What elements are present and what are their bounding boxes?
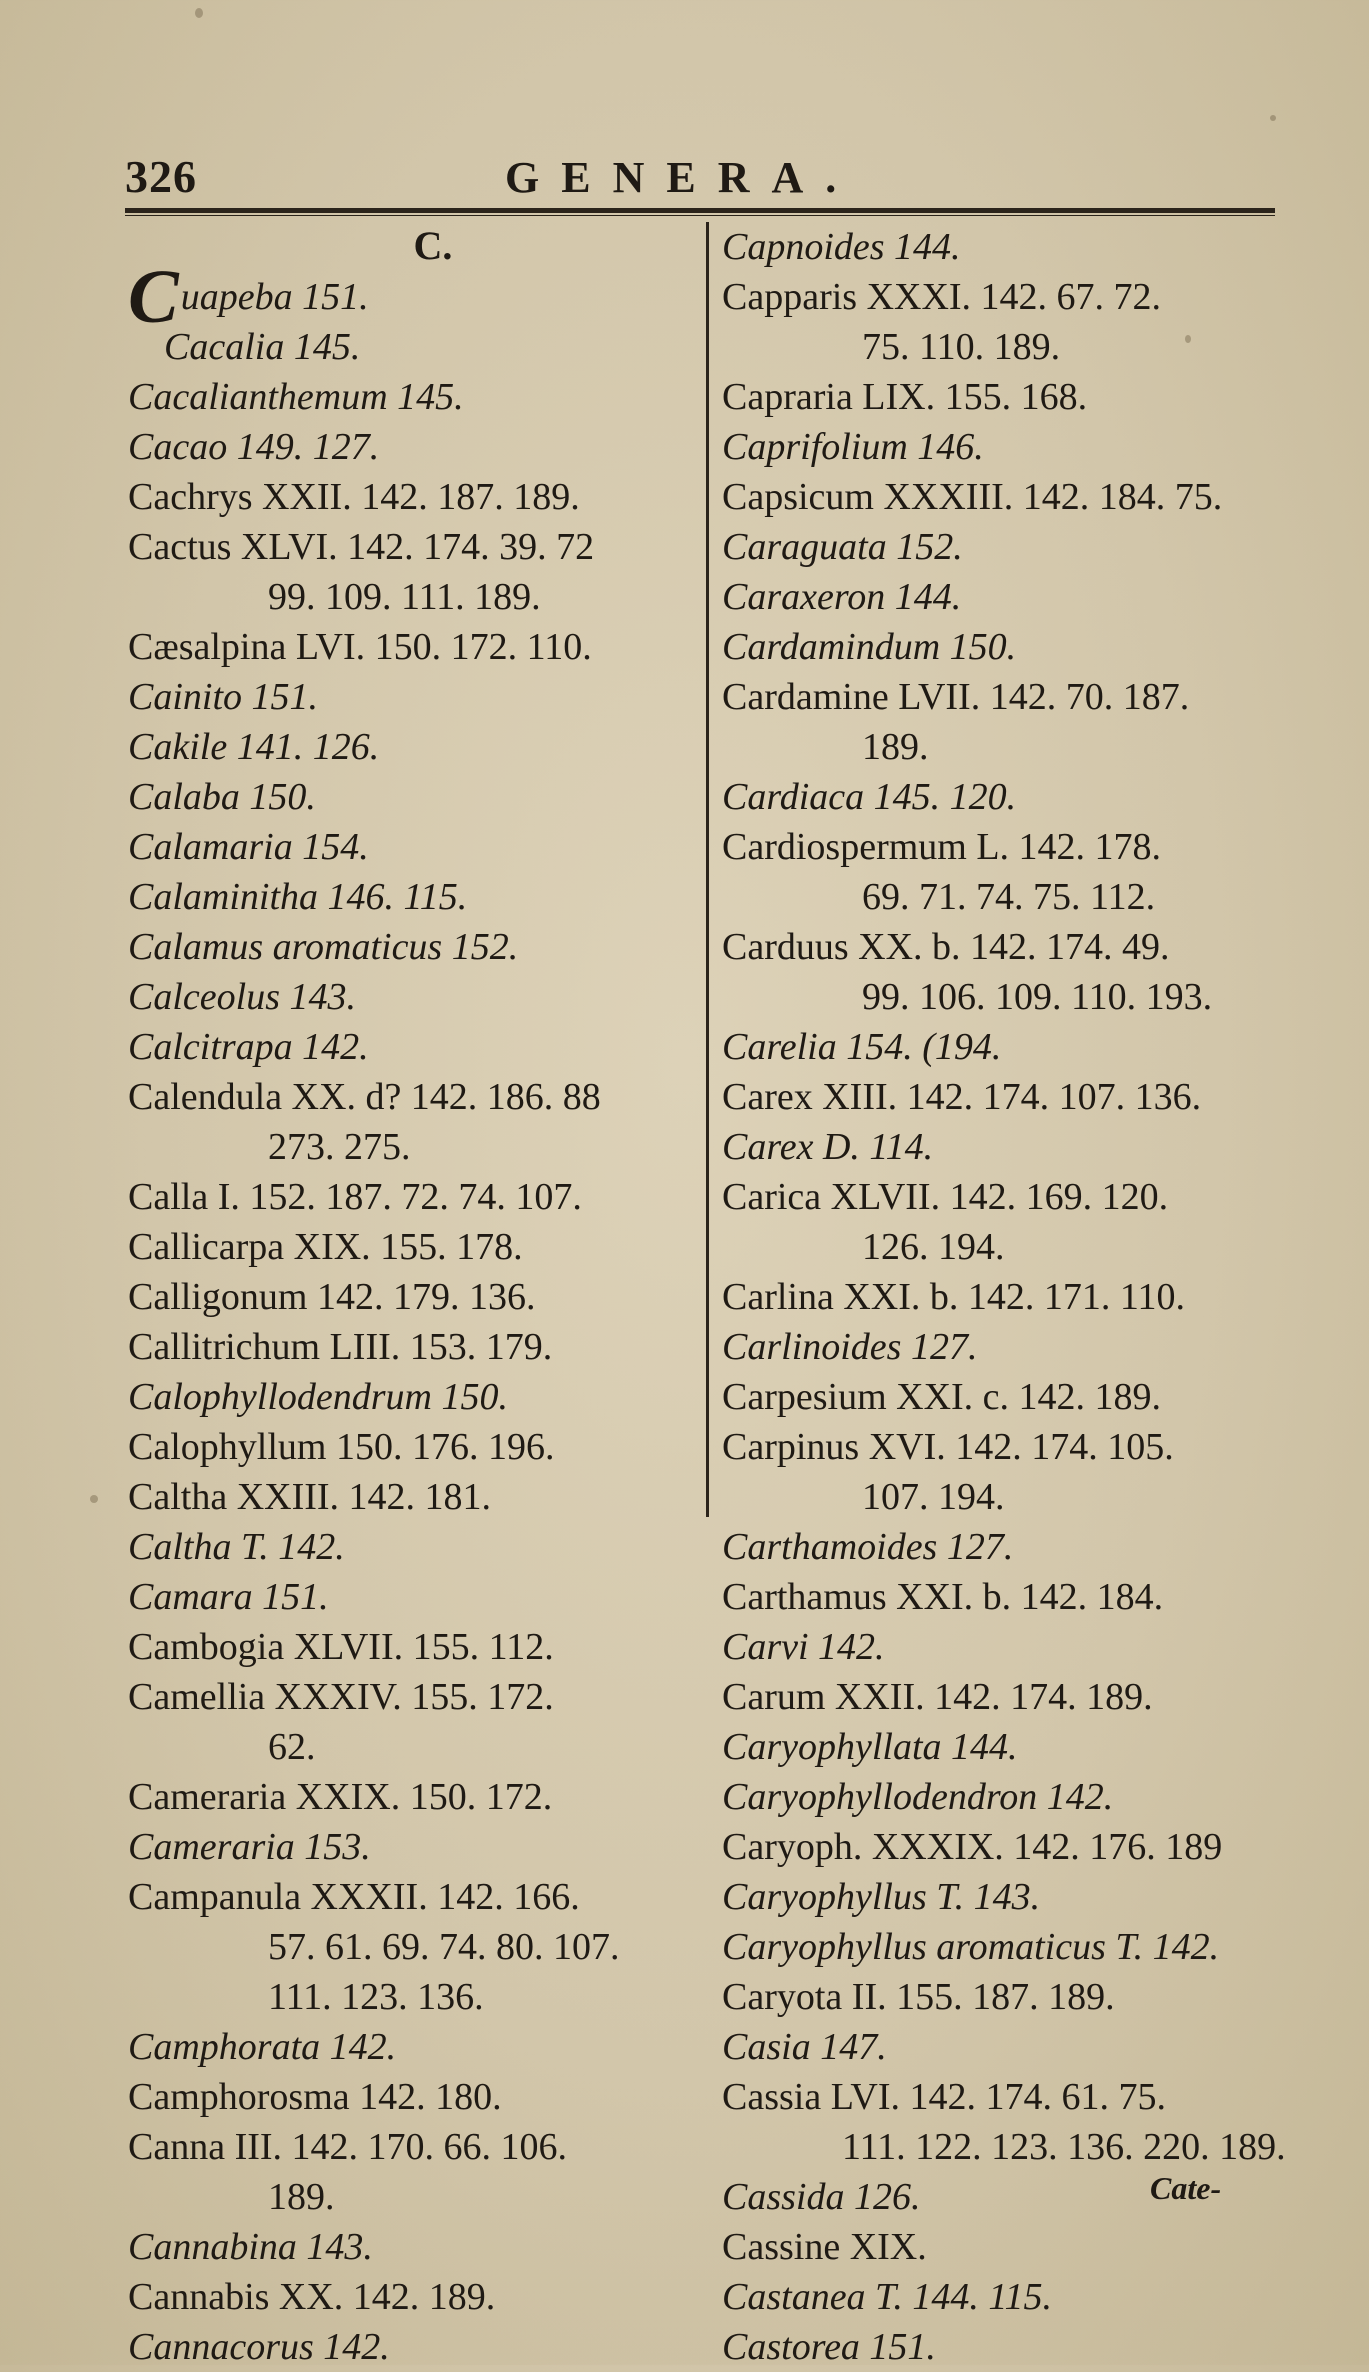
index-entry: Cardamindum 150. <box>722 626 1017 668</box>
index-entry: 57. 61. 69. 74. 80. 107. <box>268 1926 620 1968</box>
index-entry: Caryophyllus T. 143. <box>722 1876 1041 1918</box>
index-entry: Cassine XIX. <box>722 2226 927 2268</box>
index-entry: Caltha T. 142. <box>128 1526 345 1568</box>
index-entry: Carpinus XVI. 142. 174. 105. <box>722 1426 1174 1468</box>
index-entry: Cachrys XXII. 142. 187. 189. <box>128 476 580 518</box>
drop-cap: C <box>128 255 179 339</box>
index-entry: Calla I. 152. 187. 72. 74. 107. <box>128 1176 582 1218</box>
index-entry <box>128 255 718 339</box>
index-entry: Caltha XXIII. 142. 181. <box>128 1476 492 1518</box>
index-entry: Camphorata 142. <box>128 2026 397 2068</box>
index-entry: Calophyllodendrum 150. <box>128 1376 508 1418</box>
index-entry: Carthamoides 127. <box>722 1526 1014 1568</box>
running-title: GENERA. <box>505 153 859 202</box>
index-entry: Cardamine LVII. 142. 70. 187. <box>722 676 1190 718</box>
index-entry: Capnoides 144. <box>722 226 961 268</box>
index-entry: Carica XLVII. 142. 169. 120. <box>722 1176 1169 1218</box>
index-entry: Cassida 126. <box>722 2176 921 2218</box>
paper-spot <box>195 8 203 18</box>
index-entry: 99. 106. 109. 110. 193. <box>862 976 1213 1018</box>
index-entry: Carlina XXI. b. 142. 171. 110. <box>722 1276 1185 1318</box>
index-entry: 62. <box>268 1726 316 1768</box>
index-entry: Caryota II. 155. 187. 189. <box>722 1976 1115 2018</box>
index-entry: Cakile 141. 126. <box>128 726 380 768</box>
index-entry: 111. 122. 123. 136. 220. 189. <box>842 2126 1286 2168</box>
index-entry: Carpesium XXI. c. 142. 189. <box>722 1376 1162 1418</box>
paper-spot <box>1270 115 1276 121</box>
index-entry: Capsicum XXXIII. 142. 184. 75. <box>722 476 1223 518</box>
index-entry: 126. 194. <box>862 1226 1005 1268</box>
section-letter: C. <box>413 223 453 268</box>
index-entry: Cambogia XLVII. 155. 112. <box>128 1626 554 1668</box>
index-entry: 107. 194. <box>862 1476 1005 1518</box>
header-rule <box>125 208 1275 216</box>
index-entry: Carduus XX. b. 142. 174. 49. <box>722 926 1170 968</box>
index-entry: 273. 275. <box>268 1126 411 1168</box>
index-entry: Cannabis XX. 142. 189. <box>128 2276 496 2318</box>
index-entry: Carelia 154. (194. <box>722 1026 1002 1068</box>
index-entry: Calophyllum 150. 176. 196. <box>128 1426 555 1468</box>
index-entry: Camphorosma 142. 180. <box>128 2076 502 2118</box>
index-entry: Cannacorus 142. <box>128 2326 390 2368</box>
index-entry: Carex XIII. 142. 174. 107. 136. <box>722 1076 1202 1118</box>
index-entry: Capraria LIX. 155. 168. <box>722 376 1088 418</box>
paper-spot <box>1185 335 1191 343</box>
index-entry: Cacalianthemum 145. <box>128 376 464 418</box>
index-entry: Caprifolium 146. <box>722 426 984 468</box>
index-entry: Caryophyllodendron 142. <box>722 1776 1114 1818</box>
left-column <box>128 222 718 2372</box>
index-entry: Calamus aromaticus 152. <box>128 926 519 968</box>
index-entry: Castorea 151. <box>722 2326 936 2368</box>
index-entry: Caraxeron 144. <box>722 576 962 618</box>
index-entry: 189. <box>268 2176 335 2218</box>
index-entry: Cardiaca 145. 120. <box>722 776 1017 818</box>
index-entry: 189. <box>862 726 929 768</box>
index-entry: Callitrichum LIII. 153. 179. <box>128 1326 553 1368</box>
index-entry: Cameraria 153. <box>128 1826 371 1868</box>
page-number: 326 <box>125 151 197 202</box>
index-entry: Carum XXII. 142. 174. 189. <box>722 1676 1153 1718</box>
index-entry: Caryoph. XXXIX. 142. 176. 189 <box>722 1826 1223 1868</box>
index-entry: Carlinoides 127. <box>722 1326 978 1368</box>
index-entry: Calcitrapa 142. <box>128 1026 369 1068</box>
right-column <box>722 222 1312 2372</box>
index-entry: Cameraria XXIX. 150. 172. <box>128 1776 553 1818</box>
index-entry: Calamaria 154. <box>128 826 369 868</box>
index-entry: Capparis XXXI. 142. 67. 72. <box>722 276 1162 318</box>
index-entry: Cainito 151. <box>128 676 319 718</box>
right-entries <box>722 222 1312 2372</box>
index-entry: Castanea T. 144. 115. <box>722 2276 1053 2318</box>
index-entry: Cæsalpina LVI. 150. 172. 110. <box>128 626 592 668</box>
index-entry: Calceolus 143. <box>128 976 356 1018</box>
paper-spot <box>90 1495 98 1503</box>
index-entry: Camellia XXXIV. 155. 172. <box>128 1676 554 1718</box>
catchword: Cate- <box>1150 2170 1222 2206</box>
index-entry: Cassia LVI. 142. 174. 61. 75. <box>722 2076 1167 2118</box>
left-entries <box>128 255 718 2372</box>
drop-cap-rest: uapeba 151. <box>180 276 369 318</box>
index-entry: Casia 147. <box>722 2026 887 2068</box>
index-entry: Cacao 149. 127. <box>128 426 380 468</box>
index-entry: Carex D. 114. <box>722 1126 934 1168</box>
index-entry: 69. 71. 74. 75. 112. <box>862 876 1156 918</box>
index-entry: Campanula XXXII. 142. 166. <box>128 1876 580 1918</box>
index-entry: Calaminitha 146. 115. <box>128 876 468 918</box>
index-entry: Camara 151. <box>128 1576 329 1618</box>
index-entry: Caryophyllata 144. <box>722 1726 1018 1768</box>
index-entry: Carthamus XXI. b. 142. 184. <box>722 1576 1164 1618</box>
index-entry: Calligonum 142. 179. 136. <box>128 1276 536 1318</box>
index-entry: Cacalia 145. <box>164 326 361 368</box>
index-entry: Cactus XLVI. 142. 174. 39. 72 <box>128 526 595 568</box>
index-entry: Caraguata 152. <box>722 526 963 568</box>
index-entry: Cardiospermum L. 142. 178. <box>722 826 1162 868</box>
index-entry: 99. 109. 111. 189. <box>268 576 541 618</box>
page-header <box>0 150 1369 210</box>
index-entry: 75. 110. 189. <box>862 326 1061 368</box>
index-entry: 111. 123. 136. <box>268 1976 484 2018</box>
index-entry: Cannabina 143. <box>128 2226 373 2268</box>
index-entry: Caryophyllus aromaticus T. 142. <box>722 1926 1220 1968</box>
index-entry: Canna III. 142. 170. 66. 106. <box>128 2126 568 2168</box>
index-entry: Carvi 142. <box>722 1626 885 1668</box>
index-entry: Calendula XX. d? 142. 186. 88 <box>128 1076 601 1118</box>
index-entry: Calaba 150. <box>128 776 316 818</box>
index-entry: Callicarpa XIX. 155. 178. <box>128 1226 523 1268</box>
